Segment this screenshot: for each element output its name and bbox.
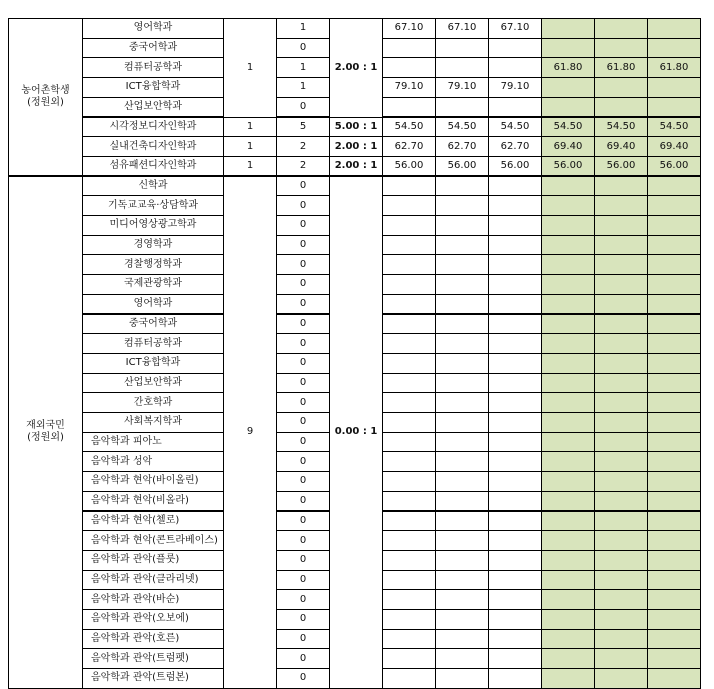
department-cell: 사회복지학과 — [82, 412, 224, 433]
applicants-cell: 0 — [276, 392, 330, 413]
score-cell — [647, 392, 701, 413]
score-cell — [435, 176, 489, 197]
score-cell — [541, 195, 595, 216]
score-cell: 69.40 — [647, 136, 701, 157]
score-cell — [647, 570, 701, 591]
score-cell — [382, 432, 436, 453]
group-category-label: 재외국민 — [26, 420, 65, 432]
department-cell: 음악학과 관악(플룻) — [82, 550, 224, 571]
score-cell — [382, 57, 436, 78]
applicants-cell: 1 — [276, 18, 330, 39]
group-category-label: 농어촌학생 — [21, 85, 70, 97]
score-cell: 56.00 — [541, 156, 595, 177]
score-cell: 56.00 — [435, 156, 489, 177]
score-cell — [488, 176, 542, 197]
score-cell — [488, 550, 542, 571]
score-cell — [488, 57, 542, 78]
score-cell — [594, 550, 648, 571]
score-cell — [382, 195, 436, 216]
score-cell — [488, 609, 542, 630]
score-cell: 67.10 — [382, 18, 436, 39]
score-cell — [594, 432, 648, 453]
applicants-cell: 0 — [276, 471, 330, 492]
department-cell: 음악학과 현악(콘트라베이스) — [82, 530, 224, 551]
score-cell — [382, 629, 436, 650]
score-cell — [435, 432, 489, 453]
score-cell — [435, 511, 489, 532]
department-cell: 음악학과 관악(바순) — [82, 589, 224, 610]
applicants-cell: 0 — [276, 629, 330, 650]
score-cell: 54.50 — [382, 117, 436, 138]
score-cell — [488, 333, 542, 354]
score-cell — [488, 629, 542, 650]
score-cell — [488, 97, 542, 118]
score-cell — [541, 235, 595, 256]
score-cell — [647, 254, 701, 275]
score-cell — [382, 511, 436, 532]
score-cell — [541, 392, 595, 413]
score-cell — [541, 550, 595, 571]
score-cell: 67.10 — [488, 18, 542, 39]
score-cell — [594, 215, 648, 236]
score-cell — [647, 333, 701, 354]
score-cell — [594, 314, 648, 335]
score-cell — [382, 97, 436, 118]
score-cell — [435, 491, 489, 512]
score-cell — [488, 215, 542, 236]
score-cell — [541, 609, 595, 630]
applicants-cell: 0 — [276, 38, 330, 59]
score-cell — [488, 668, 542, 689]
applicants-cell: 0 — [276, 570, 330, 591]
score-cell — [647, 648, 701, 669]
score-cell — [435, 38, 489, 59]
applicants-cell: 0 — [276, 432, 330, 453]
department-cell: 실내건축디자인학과 — [82, 136, 224, 157]
merged-ratio-cell: 2.00 : 1 — [329, 18, 383, 118]
score-cell — [435, 550, 489, 571]
score-cell — [541, 314, 595, 335]
score-cell — [647, 38, 701, 59]
score-cell — [488, 38, 542, 59]
applicants-cell: 0 — [276, 550, 330, 571]
score-cell — [541, 629, 595, 650]
score-cell — [435, 648, 489, 669]
score-cell — [435, 451, 489, 472]
score-cell — [594, 353, 648, 374]
applicants-cell: 0 — [276, 254, 330, 275]
score-cell: 62.70 — [382, 136, 436, 157]
score-cell — [594, 97, 648, 118]
score-cell — [488, 195, 542, 216]
department-cell: 미디어영상광고학과 — [82, 215, 224, 236]
score-cell — [382, 530, 436, 551]
score-cell — [647, 432, 701, 453]
score-cell — [382, 314, 436, 335]
score-cell: 79.10 — [435, 77, 489, 98]
department-cell: 간호학과 — [82, 392, 224, 413]
applicants-cell: 0 — [276, 215, 330, 236]
department-cell: 경영학과 — [82, 235, 224, 256]
score-cell — [541, 215, 595, 236]
score-cell: 54.50 — [647, 117, 701, 138]
score-cell — [594, 629, 648, 650]
score-cell — [488, 314, 542, 335]
department-cell: 음악학과 현악(바이올린) — [82, 471, 224, 492]
score-cell — [382, 274, 436, 295]
score-cell — [541, 254, 595, 275]
score-cell — [541, 432, 595, 453]
department-cell: 음악학과 관악(클라리넷) — [82, 570, 224, 591]
score-cell — [382, 550, 436, 571]
department-cell: 음악학과 관악(호른) — [82, 629, 224, 650]
score-cell — [594, 38, 648, 59]
score-cell — [382, 668, 436, 689]
score-cell — [647, 314, 701, 335]
score-cell — [435, 609, 489, 630]
score-cell: 56.00 — [594, 156, 648, 177]
applicants-cell: 0 — [276, 668, 330, 689]
score-cell — [647, 471, 701, 492]
score-cell — [488, 648, 542, 669]
score-cell — [382, 392, 436, 413]
score-cell — [435, 412, 489, 433]
score-cell — [594, 530, 648, 551]
score-cell: 67.10 — [435, 18, 489, 39]
score-cell — [541, 570, 595, 591]
score-cell — [488, 589, 542, 610]
quota-cell: 1 — [223, 117, 277, 138]
score-cell: 62.70 — [435, 136, 489, 157]
score-cell — [435, 392, 489, 413]
score-cell — [594, 274, 648, 295]
applicants-cell: 0 — [276, 97, 330, 118]
department-cell: 신학과 — [82, 176, 224, 197]
score-cell — [435, 530, 489, 551]
score-cell — [647, 97, 701, 118]
score-cell: 61.80 — [647, 57, 701, 78]
score-cell: 56.00 — [382, 156, 436, 177]
department-cell: 경찰행정학과 — [82, 254, 224, 275]
score-cell — [382, 609, 436, 630]
group-category-cell — [8, 176, 83, 689]
score-cell — [382, 353, 436, 374]
score-cell — [382, 412, 436, 433]
score-cell — [647, 412, 701, 433]
department-cell: 음악학과 현악(비올라) — [82, 491, 224, 512]
score-cell — [488, 530, 542, 551]
score-cell — [594, 648, 648, 669]
score-cell — [435, 471, 489, 492]
score-cell — [594, 589, 648, 610]
score-cell — [647, 550, 701, 571]
score-cell — [541, 77, 595, 98]
score-cell — [647, 511, 701, 532]
score-cell — [488, 471, 542, 492]
score-cell — [594, 176, 648, 197]
score-cell — [488, 570, 542, 591]
applicants-cell: 0 — [276, 609, 330, 630]
score-cell — [541, 648, 595, 669]
applicants-cell: 0 — [276, 176, 330, 197]
score-cell — [594, 77, 648, 98]
score-cell: 61.80 — [541, 57, 595, 78]
score-cell — [488, 235, 542, 256]
group-category-cell — [8, 18, 83, 177]
department-cell: 국제관광학과 — [82, 274, 224, 295]
score-cell — [382, 648, 436, 669]
applicants-cell: 2 — [276, 136, 330, 157]
score-cell — [594, 18, 648, 39]
department-cell: 산업보안학과 — [82, 373, 224, 394]
score-cell — [647, 77, 701, 98]
score-cell — [594, 609, 648, 630]
score-cell — [435, 215, 489, 236]
score-cell — [541, 274, 595, 295]
applicants-cell: 1 — [276, 57, 330, 78]
applicants-cell: 0 — [276, 511, 330, 532]
department-cell: 컴퓨터공학과 — [82, 57, 224, 78]
applicants-cell: 0 — [276, 589, 330, 610]
score-cell — [594, 195, 648, 216]
score-cell — [647, 530, 701, 551]
department-cell: 중국어학과 — [82, 38, 224, 59]
score-cell — [647, 274, 701, 295]
score-cell — [382, 451, 436, 472]
score-cell — [488, 274, 542, 295]
score-cell — [594, 570, 648, 591]
score-cell — [382, 491, 436, 512]
score-cell — [488, 353, 542, 374]
applicants-cell: 2 — [276, 156, 330, 177]
score-cell: 79.10 — [382, 77, 436, 98]
score-cell: 54.50 — [594, 117, 648, 138]
score-cell — [594, 471, 648, 492]
department-cell: 영어학과 — [82, 18, 224, 39]
applicants-cell: 0 — [276, 491, 330, 512]
score-cell — [435, 570, 489, 591]
applicants-cell: 0 — [276, 294, 330, 315]
score-cell: 79.10 — [488, 77, 542, 98]
department-cell: 시각정보디자인학과 — [82, 117, 224, 138]
department-cell: 음악학과 관악(오보에) — [82, 609, 224, 630]
score-cell — [435, 57, 489, 78]
score-cell — [541, 451, 595, 472]
score-cell — [541, 471, 595, 492]
score-cell — [382, 589, 436, 610]
score-cell — [382, 235, 436, 256]
score-cell — [382, 294, 436, 315]
score-cell: 54.50 — [541, 117, 595, 138]
score-cell — [647, 451, 701, 472]
score-cell — [647, 373, 701, 394]
score-cell — [541, 412, 595, 433]
score-cell — [488, 451, 542, 472]
applicants-cell: 0 — [276, 373, 330, 394]
applicants-cell: 5 — [276, 117, 330, 138]
department-cell: 음악학과 현악(첼로) — [82, 511, 224, 532]
score-cell — [488, 511, 542, 532]
score-cell — [382, 176, 436, 197]
score-cell — [541, 294, 595, 315]
score-cell — [382, 254, 436, 275]
score-cell — [541, 668, 595, 689]
department-cell: 중국어학과 — [82, 314, 224, 335]
score-cell — [435, 668, 489, 689]
department-cell: 음악학과 피아노 — [82, 432, 224, 453]
score-cell — [594, 451, 648, 472]
group-category-label: (정원외) — [27, 97, 64, 109]
score-cell — [594, 412, 648, 433]
score-cell — [435, 353, 489, 374]
score-cell — [488, 412, 542, 433]
score-cell — [382, 570, 436, 591]
score-cell — [382, 471, 436, 492]
score-cell — [594, 254, 648, 275]
score-cell — [435, 274, 489, 295]
score-cell — [488, 373, 542, 394]
department-cell: ICT융합학과 — [82, 353, 224, 374]
score-cell: 56.00 — [488, 156, 542, 177]
applicants-cell: 0 — [276, 195, 330, 216]
score-cell — [647, 589, 701, 610]
score-cell — [488, 491, 542, 512]
applicants-cell: 0 — [276, 333, 330, 354]
score-cell — [594, 491, 648, 512]
merged-quota-cell: 9 — [223, 176, 277, 689]
applicants-cell: 0 — [276, 314, 330, 335]
quota-cell: 1 — [223, 156, 277, 177]
score-cell: 62.70 — [488, 136, 542, 157]
score-cell: 61.80 — [594, 57, 648, 78]
score-cell: 69.40 — [541, 136, 595, 157]
applicants-cell: 0 — [276, 648, 330, 669]
score-cell — [541, 18, 595, 39]
score-cell — [382, 215, 436, 236]
score-cell — [382, 38, 436, 59]
department-cell: 음악학과 관악(트럼본) — [82, 668, 224, 689]
score-cell — [435, 254, 489, 275]
department-cell: 산업보안학과 — [82, 97, 224, 118]
score-cell — [488, 254, 542, 275]
score-cell — [647, 294, 701, 315]
score-cell — [435, 97, 489, 118]
quota-cell: 1 — [223, 136, 277, 157]
ratio-cell: 2.00 : 1 — [329, 156, 383, 177]
score-cell — [541, 491, 595, 512]
applicants-cell: 0 — [276, 353, 330, 374]
score-cell — [541, 530, 595, 551]
score-cell — [647, 235, 701, 256]
score-cell — [594, 333, 648, 354]
score-cell — [382, 333, 436, 354]
score-cell — [435, 629, 489, 650]
score-cell — [435, 373, 489, 394]
score-cell — [647, 668, 701, 689]
department-cell: 기독교교육·상담학과 — [82, 195, 224, 216]
score-cell — [435, 589, 489, 610]
group-separator — [8, 175, 701, 177]
score-cell — [594, 392, 648, 413]
score-cell — [594, 294, 648, 315]
applicants-cell: 0 — [276, 274, 330, 295]
department-cell: 영어학과 — [82, 294, 224, 315]
score-cell — [541, 97, 595, 118]
department-cell: 음악학과 관악(트럼펫) — [82, 648, 224, 669]
score-cell — [541, 511, 595, 532]
score-cell — [594, 373, 648, 394]
score-cell — [647, 491, 701, 512]
score-cell — [435, 195, 489, 216]
score-cell — [541, 38, 595, 59]
score-cell: 54.50 — [435, 117, 489, 138]
score-cell — [594, 235, 648, 256]
score-cell — [541, 176, 595, 197]
applicants-cell: 0 — [276, 530, 330, 551]
score-cell — [647, 609, 701, 630]
score-cell — [647, 629, 701, 650]
score-cell — [647, 18, 701, 39]
score-cell — [382, 373, 436, 394]
score-cell — [647, 215, 701, 236]
department-cell: 음악학과 성악 — [82, 451, 224, 472]
score-cell — [488, 392, 542, 413]
merged-quota-cell: 1 — [223, 18, 277, 118]
ratio-cell: 2.00 : 1 — [329, 136, 383, 157]
department-cell: 섬유패션디자인학과 — [82, 156, 224, 177]
score-cell: 54.50 — [488, 117, 542, 138]
score-cell — [488, 294, 542, 315]
department-cell: ICT융합학과 — [82, 77, 224, 98]
score-cell — [435, 294, 489, 315]
score-cell — [594, 668, 648, 689]
score-cell — [647, 195, 701, 216]
score-cell — [435, 235, 489, 256]
score-cell: 56.00 — [647, 156, 701, 177]
score-cell — [488, 432, 542, 453]
score-cell — [647, 353, 701, 374]
score-cell — [541, 353, 595, 374]
group-category-label: (정원외) — [27, 432, 64, 444]
score-cell — [541, 333, 595, 354]
applicants-cell: 0 — [276, 451, 330, 472]
score-cell — [435, 314, 489, 335]
score-cell — [435, 333, 489, 354]
score-cell: 69.40 — [594, 136, 648, 157]
ratio-cell: 5.00 : 1 — [329, 117, 383, 138]
score-cell — [594, 511, 648, 532]
score-cell — [647, 176, 701, 197]
score-cell — [541, 373, 595, 394]
applicants-cell: 1 — [276, 77, 330, 98]
merged-ratio-cell: 0.00 : 1 — [329, 176, 383, 689]
applicants-cell: 0 — [276, 235, 330, 256]
score-cell — [541, 589, 595, 610]
applicants-cell: 0 — [276, 412, 330, 433]
department-cell: 컴퓨터공학과 — [82, 333, 224, 354]
